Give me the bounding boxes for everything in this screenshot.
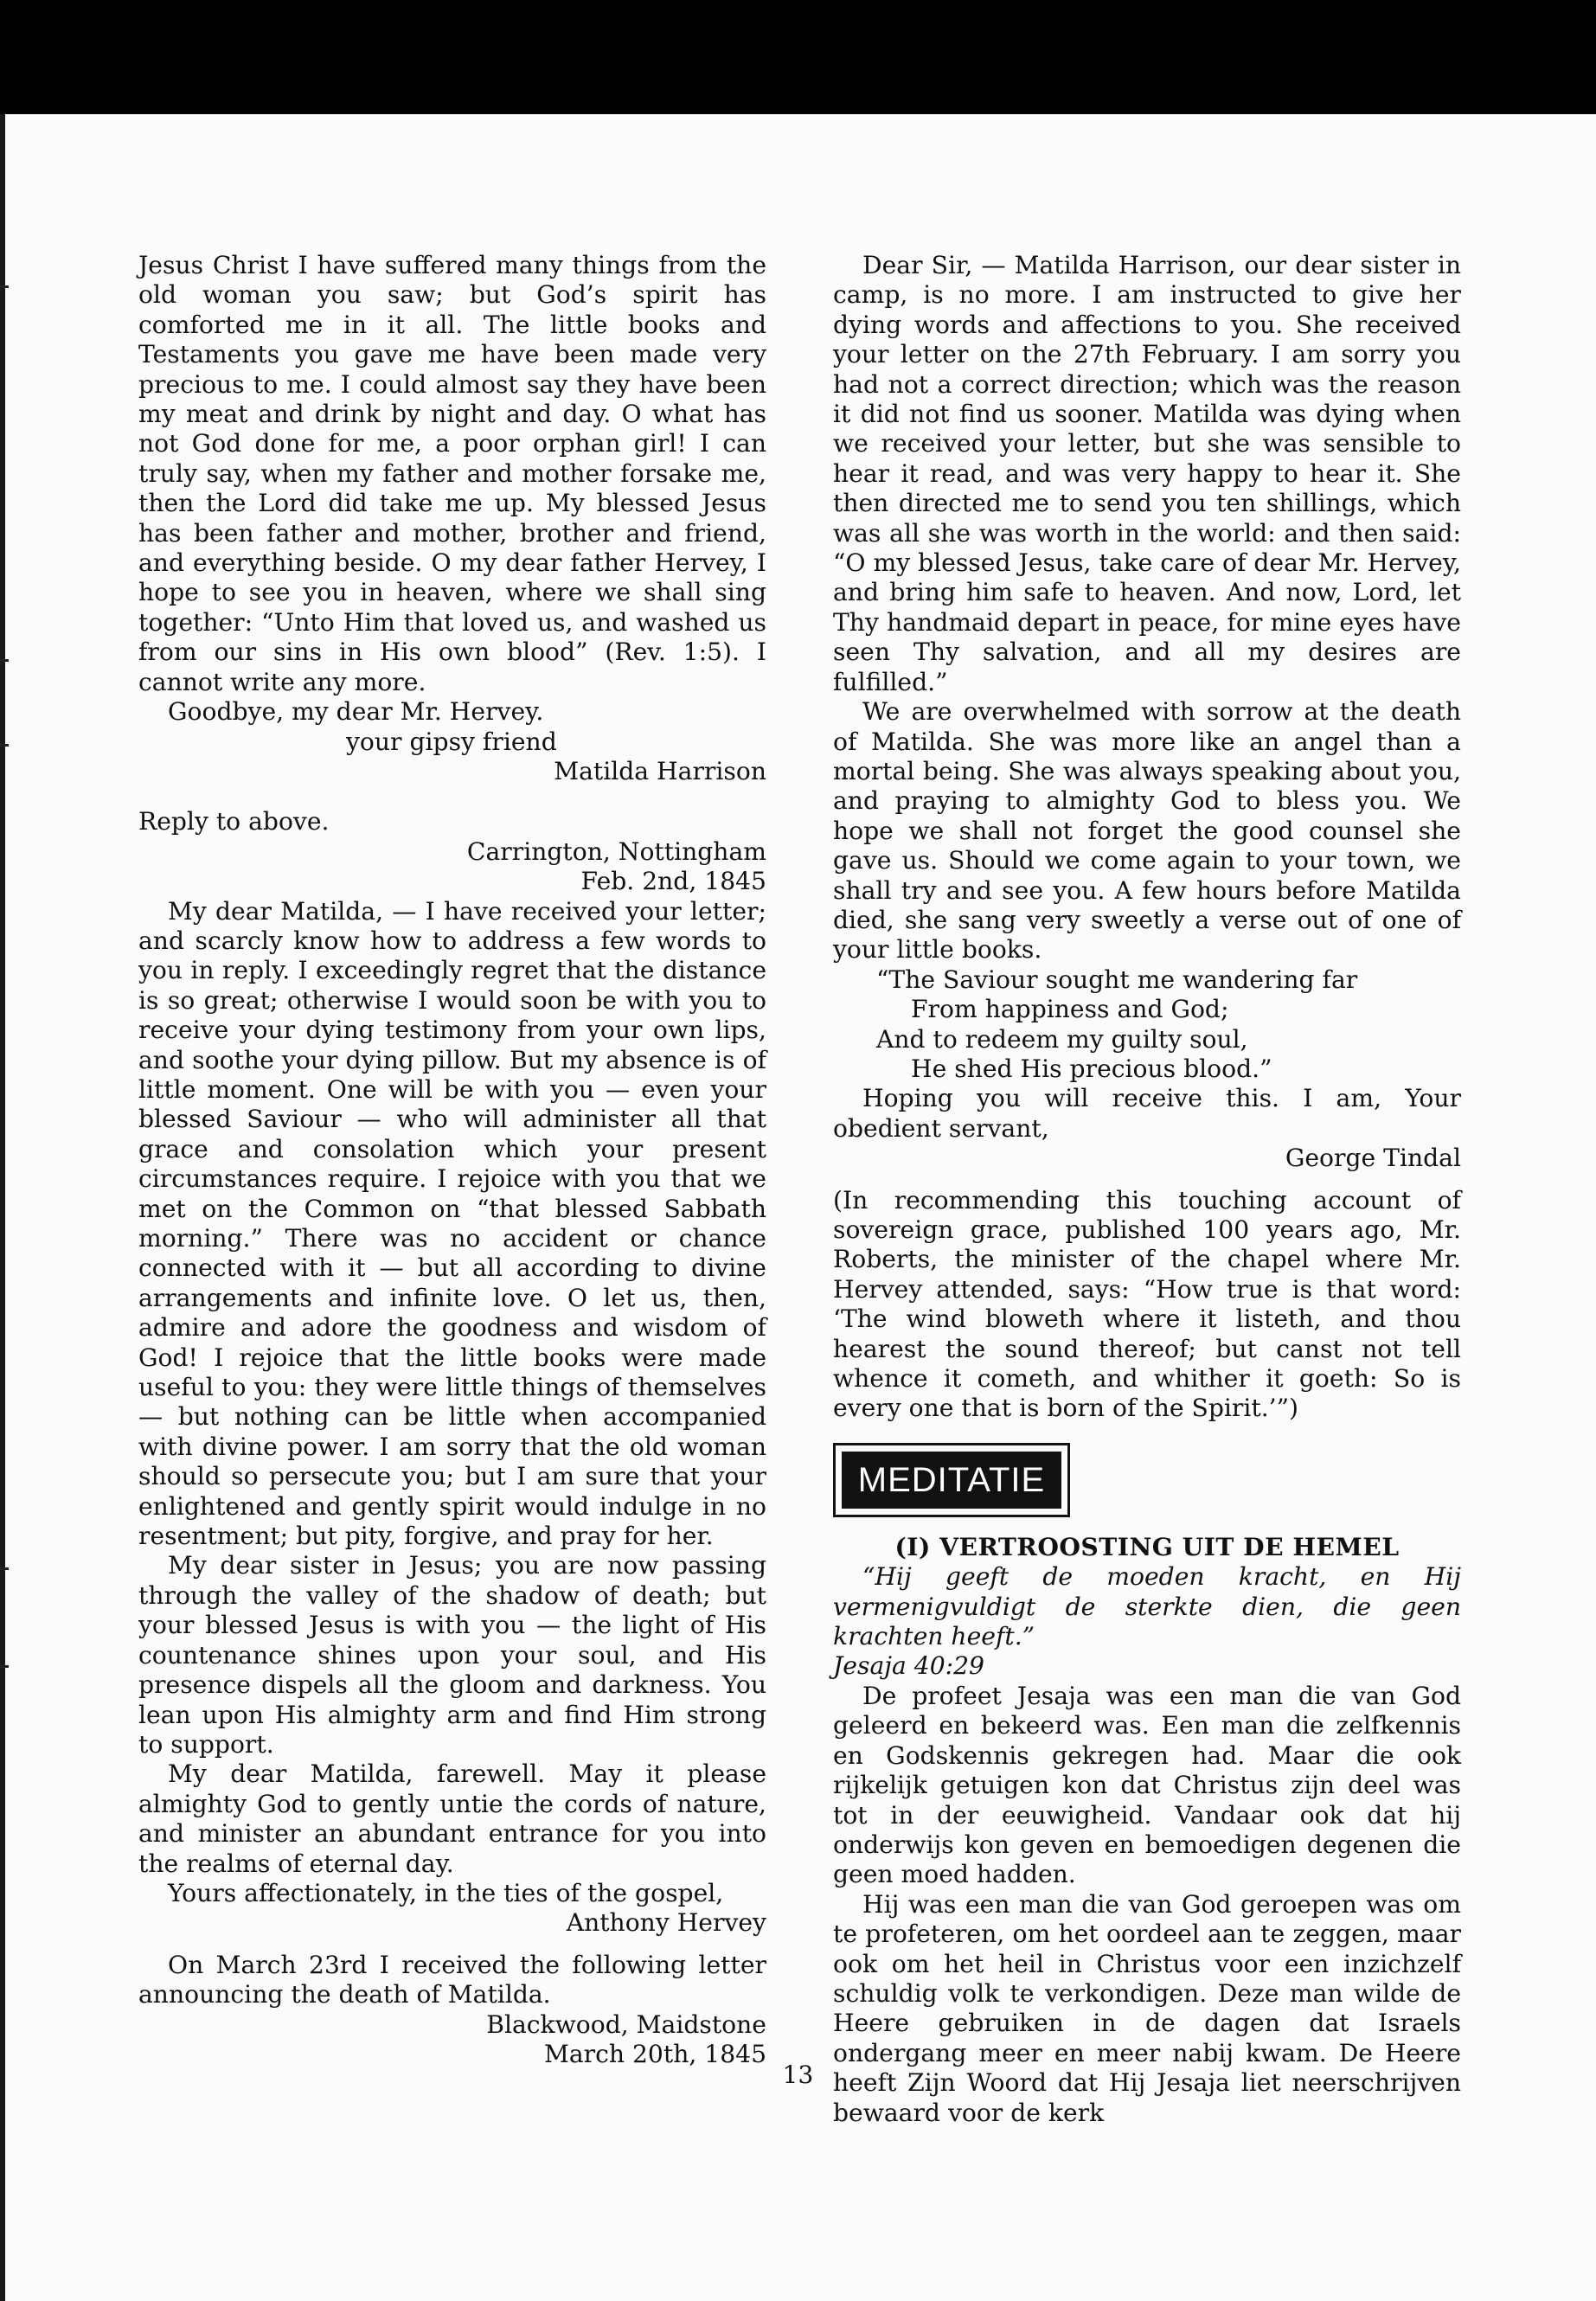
letter-signature: George Tindal (1285, 1144, 1461, 1173)
binding-mark (0, 1567, 9, 1570)
letter-signature: Anthony Hervey (566, 1908, 766, 1938)
left-column (138, 251, 766, 2069)
page-number: 13 (782, 2061, 814, 2089)
letter-date: March 20th, 1845 (543, 2039, 766, 2068)
letter-place: Blackwood, Maidstone (486, 2009, 766, 2039)
article-paragraph: De profeet Jesaja was een man die van God geleerd en bekeerd was. Een man die zelfkennis en Godskennis gekregen had. Maar die ook rijkelijk getuigen kon dat Christus zijn deel was tot in der eeuwigheid. Vandaar ook dat hij onderwijs kon geven en bemoedigen degenen die geen moed hadden. (833, 1681, 1461, 1889)
hymn-line: And to redeem my guilty soul, (876, 1024, 1248, 1054)
letter-body-paragraph: Jesus Christ I have suffered many things from the old woman you saw; but God’s spirit has comforted me in it all. The little books and Testaments you gave me have been made very precious to me. I could almost say they have been my meat and drink by night and day. O what has not God done for me, a poor orphan girl! I can truly say, when my father and mother forsake me, then the Lord did take me up. My blessed Jesus has been father and mother, brother and friend, and everything beside. O my dear father Hervey, I hope to see you in heaven, where we shall sing together: “Unto Him that loved us, and washed us from our sins in His own blood” (Rev. 1:5). I cannot write any more. (138, 251, 766, 696)
letter-body-paragraph: Hoping you will receive this. I am, Your obedient servant, (833, 1084, 1461, 1143)
letter-place: Carrington, Nottingham (466, 836, 766, 866)
binding-mark (0, 285, 9, 288)
narrative-paragraph: On March 23rd I received the following letter announcing the death of Matilda. (138, 1950, 766, 2009)
scan-top-border (0, 0, 1596, 114)
hymn-line: From happiness and God; (911, 995, 1229, 1024)
editorial-note: (In recommending this touching account of sovereign grace, published 100 years ago, Mr. Roberts, the minister of the chapel where Mr. Hervey attended, says: “How true is that word: ‘The wind bloweth where it listeth, and thou hearest the sound thereof; but canst not tell whence it cometh, and whither it goeth: So is every one that is born of the Spirit.’”) (833, 1185, 1461, 1423)
letter-body-paragraph: My dear sister in Jesus; you are now passing through the valley of the shadow of death; but your blessed Jesus is with you — the light of His countenance shines upon your soul, and His presence dispels all the gloom and darkness. You lean upon His almighty arm and find Him strong to support. (138, 1551, 766, 1759)
letter-body-paragraph: My dear Matilda, farewell. May it please almighty God to gently untie the cords of nature, and minister an abundant entrance for you into the realms of eternal day. (138, 1759, 766, 1878)
reply-heading: Reply to above. (138, 807, 330, 836)
article-paragraph: Hij was een man die van God geroepen was om te profeteren, om het oordeel aan te zeggen, maar ook om het heil in Christus voor een inzichzelf schuldig volk te verkondigen. Deze man wilde de Heere gebruiken in de dagen dat Israels ondergang meer en meer nabij kwam. De Heere heeft Zijn Woord dat Hij Jesaja liet neerschrijven bewaard voor de kerk (833, 1889, 1461, 2127)
scripture-quote: “Hij geeft de moeden kracht, en Hij vermenigvuldigt de sterkte dien, die geen krachten heeft.” (833, 1562, 1461, 1651)
binding-mark (0, 744, 9, 747)
section-label-box (833, 1443, 1070, 1517)
letter-closing: Yours affectionately, in the ties of the gospel, (168, 1878, 724, 1907)
letter-goodbye: Goodbye, my dear Mr. Hervey. (168, 697, 544, 727)
scripture-reference: Jesaja 40:29 (833, 1651, 984, 1681)
article-heading: (I) VERTROOSTING UIT DE HEMEL (894, 1532, 1400, 1561)
binding-mark (0, 1665, 9, 1668)
letter-body-paragraph: We are overwhelmed with sorrow at the death of Matilda. She was more like an angel than a mortal being. She was always speaking about you, and praying to almighty God to bless you. We hope we shall not forget the good counsel she gave us. Should we come again to your town, we shall try and see you. A few hours before Matilda died, she sang very sweetly a verse out of one of your little books. (833, 697, 1461, 965)
right-column (833, 251, 1461, 2128)
letter-date: Feb. 2nd, 1845 (580, 867, 766, 896)
letter-signature: Matilda Harrison (554, 756, 766, 785)
binding-mark (0, 659, 9, 662)
section-label: MEDITATIE (842, 1452, 1061, 1509)
letter-valediction: your gipsy friend (346, 727, 557, 756)
hymn-line: “The Saviour sought me wandering far (876, 965, 1358, 994)
letter-body-paragraph: My dear Matilda, — I have received your letter; and scarcly know how to address a few words to you in reply. I exceedingly regret that the distance is so great; otherwise I would soon be with you to receive your dying testimony from your own lips, and soothe your dying pillow. But my absence is of little moment. One will be with you — even your blessed Saviour — who will administer all that grace and consolation which your present circumstances require. I rejoice with you that we met on the Common on “that blessed Sabbath morning.” There was no accident or chance connected with it — but all according to divine arrangements and infinite love. O let us, then, admire and adore the goodness and wisdom of God! I rejoice that the little books were made useful to you: they were little things of themselves — but nothing can be little when accompanied with divine power. I am sorry that the old woman should so persecute you; but I am sure that your enlightened and gently spirit would indulge in no resentment; but pity, forgive, and pray for her. (138, 896, 766, 1551)
letter-body-paragraph: Dear Sir, — Matilda Harrison, our dear sister in camp, is no more. I am instructed to give her dying words and affections to you. She received your letter on the 27th February. I am sorry you had not a correct direction; which was the reason it did not find us sooner. Matilda was dying when we received your letter, but she was sensible to hear it read, and was very happy to hear it. She then directed me to send you ten shillings, which was all she was worth in the world: and then said: “O my blessed Jesus, take care of dear Mr. Hervey, and bring him safe to heaven. And now, Lord, let Thy handmaid depart in peace, for mine eyes have seen Thy salvation, and all my desires are fulfilled.” (833, 251, 1461, 696)
hymn-line: He shed His precious blood.” (911, 1054, 1272, 1083)
